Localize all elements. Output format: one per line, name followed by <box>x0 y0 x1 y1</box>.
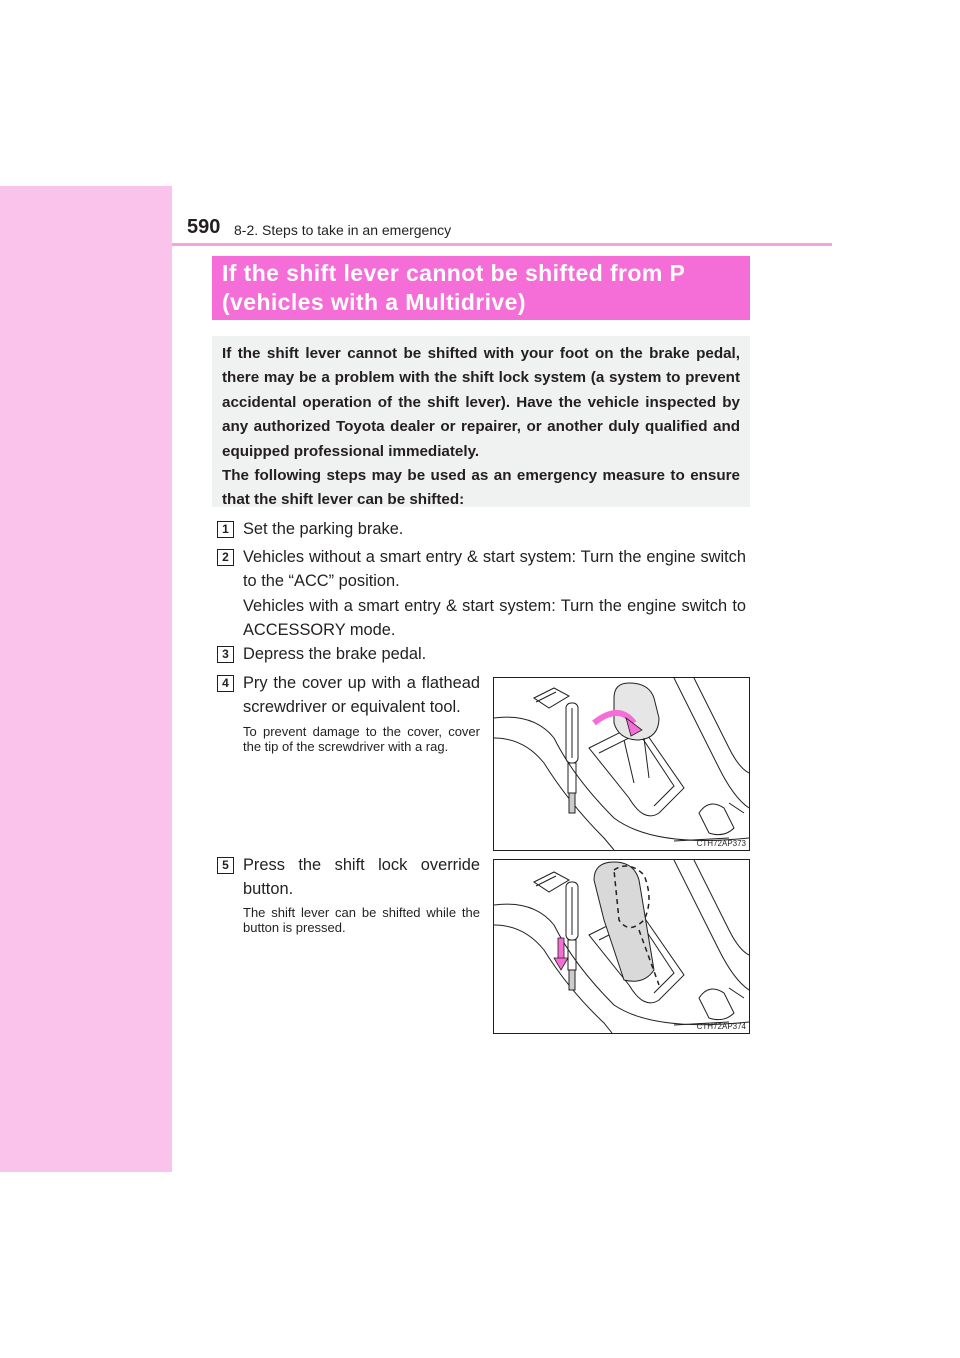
figure-step-4 <box>493 677 750 851</box>
heading-line-2: (vehicles with a Multidrive) <box>222 289 526 315</box>
step-1-text: Set the parking brake. <box>243 520 404 538</box>
step-4-note: To prevent damage to the cover, cover the tip of the screwdriver with a rag. <box>243 724 480 754</box>
intro-box <box>212 336 750 507</box>
header-rule <box>172 243 832 246</box>
heading-line-1: If the shift lever cannot be shifted from P <box>222 260 686 286</box>
figure-step-5 <box>493 859 750 1034</box>
figure-code-step-5: CTH72AP374 <box>696 1022 746 1031</box>
shift-lock-override-illustration <box>494 860 749 1033</box>
step-2-number: 2 <box>217 549 234 566</box>
intro-paragraph-1: If the shift lever cannot be shifted with your foot on the brake pedal, there may be a problem with the shift lock system (a system to prevent accidental operation of the shift lever). Have the vehicle inspected by any authorized Toyota dealer or repairer, or another duly qualified and equipped professional immediately. <box>222 345 740 460</box>
step-2-text: Vehicles without a smart entry & start system: Turn the engine switch to the “ACC” position. <box>243 548 746 590</box>
step-1-number: 1 <box>217 521 234 538</box>
step-4-text: Pry the cover up with a flathead screwdriver or equivalent tool. <box>243 674 480 716</box>
step-5-text: Press the shift lock override button. <box>243 856 480 898</box>
step-5-number: 5 <box>217 857 234 874</box>
heading-box <box>212 256 750 320</box>
side-tab <box>0 186 172 1172</box>
intro-paragraph-2: The following steps may be used as an emergency measure to ensure that the shift lever can be shifted: <box>222 467 740 509</box>
step-5-note: The shift lever can be shifted while the button is pressed. <box>243 905 480 935</box>
step-3-number: 3 <box>217 646 234 663</box>
section-title: 8-2. Steps to take in an emergency <box>234 222 452 238</box>
shift-lever-pry-illustration <box>494 678 749 850</box>
step-2-text-2: Vehicles with a smart entry & start system: Turn the engine switch to ACCESSORY mode. <box>243 597 746 639</box>
figure-code-step-4: CTH72AP373 <box>696 839 746 848</box>
page-number: 590 <box>187 216 221 238</box>
step-4-number: 4 <box>217 675 234 692</box>
step-3-text: Depress the brake pedal. <box>243 645 427 663</box>
